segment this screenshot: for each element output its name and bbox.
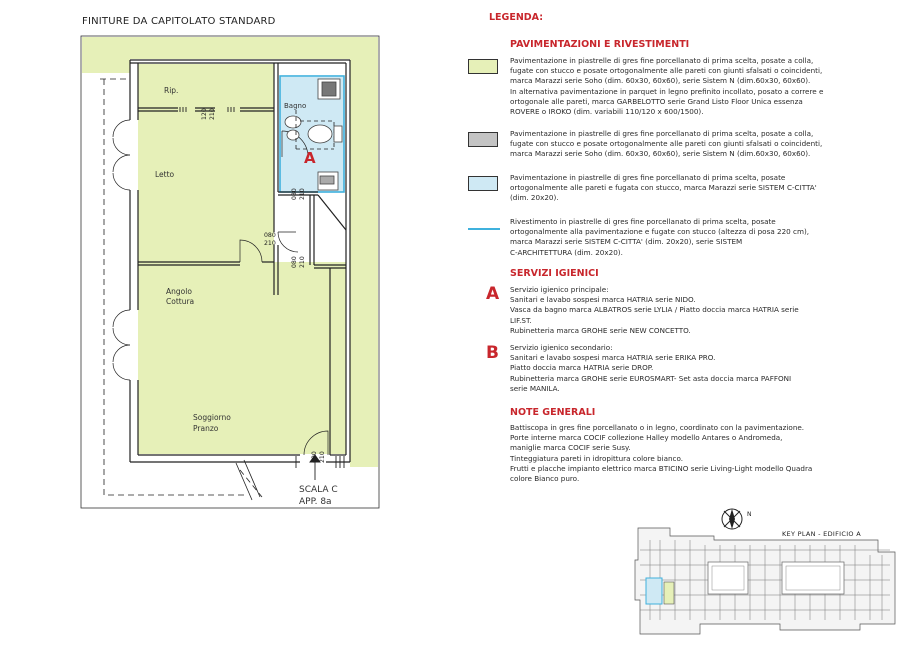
legend-line: Servizio igienico principale: xyxy=(510,285,609,294)
servizio-a-text xyxy=(510,285,799,336)
legend-line: marca Marazzi serie Soho (dim. 60x30, 60x60), serie Sistem N (dim.60x30, 60x60). xyxy=(510,76,811,86)
compass-icon xyxy=(722,509,742,529)
room-label-bagno: Bagno xyxy=(284,102,307,110)
legend-line: (dim. 20x20). xyxy=(510,193,559,203)
legend-line: marca Marazzi serie Soho (dim. 60x30, 60x60), serie Sistem N (dim.60x30, 60x60). xyxy=(510,149,811,159)
legend-line: maniglie marca COCIF serie Susy. xyxy=(510,443,631,453)
door-dim-height: 210 xyxy=(209,108,216,120)
legend-title: LEGENDA: xyxy=(489,12,543,23)
entrance-label-app: APP. 8a xyxy=(299,497,332,507)
legend-line: Battiscopa in gres fine porcellanato o in legno, coordinato con la pavimentazione. xyxy=(510,423,805,432)
legend-line: ROVERE o IROKO (dim. variabili 110/120 x 600/1500). xyxy=(510,107,704,117)
wall-tile-line-swatch xyxy=(468,228,500,230)
legend-item-blue xyxy=(510,173,817,204)
pavimentazioni-heading: PAVIMENTAZIONI E RIVESTIMENTI xyxy=(510,39,690,50)
legend-line: Pavimentazione in piastrelle di gres fine porcellanato di prima scelta, posate xyxy=(510,173,786,182)
legend-line: Rubinetteria marca GROHE serie EUROSMART- Set asta doccia marca PAFFONI xyxy=(510,373,792,383)
green-floor-swatch xyxy=(468,59,498,74)
note-text xyxy=(510,423,812,484)
door-dim-width: 080 xyxy=(291,256,298,268)
room-label-letto: Letto xyxy=(155,170,175,179)
legend-line: colore Bianco puro. xyxy=(510,474,580,484)
door-dim-height: 210 xyxy=(264,240,276,247)
blue-floor-swatch xyxy=(468,176,498,191)
room-label-rip: Rip. xyxy=(164,86,179,95)
legend-line: fugate con stucco e posate ortogonalmente alle pareti con giunti sfalsati o coincidenti, xyxy=(510,66,823,76)
door-dim-height: 210 xyxy=(319,451,326,463)
bath-marker-a: A xyxy=(304,149,316,167)
legend-line: fugate con stucco e posate ortogonalmente alle pareti con giunti sfalsati o coincidenti, xyxy=(510,139,823,149)
door-dim-width: 080 xyxy=(291,188,298,200)
legend-line: In alternativa pavimentazione in parquet in legno prefinito incollato, posato a correre e xyxy=(510,86,824,96)
legend-line: C-ARCHITETTURA (dim. 20x20). xyxy=(510,247,623,257)
legend-line: Pavimentazione in piastrelle di gres fine porcellanato di prima scelta, posate a colla, xyxy=(510,56,814,65)
door-dim-height: 210 xyxy=(299,188,306,200)
legend-line: ortogonalmente alle pareti e fugata con stucco, marca Marazzi serie SISTEM C-CITTA' xyxy=(510,183,817,193)
legend-line: ortogonalmente alla pavimentazione e fugate con stucco (altezza di posa 220 cm), xyxy=(510,227,810,237)
legend-line: Vasca da bagno marca ALBATROS serie LYLIA / Piatto doccia marca HATRIA serie xyxy=(510,305,799,315)
legend-line: ortogonale alle pareti, marca GARBELOTTO serie Grand Listo Floor Unica essenza xyxy=(510,96,803,106)
room-label-cottura: Cottura xyxy=(166,297,195,306)
door-dim-height: 210 xyxy=(299,256,306,268)
servizio-b-text xyxy=(510,343,791,394)
legend-line: Servizio igienico secondario: xyxy=(510,343,613,352)
legend-line: LIF.ST. xyxy=(510,315,532,325)
legend-item-green xyxy=(510,56,823,117)
room-label-pranzo: Pranzo xyxy=(193,424,219,433)
servizio-b-letter: B xyxy=(486,343,499,363)
door-dim-width: 120 xyxy=(201,108,208,120)
legend-line: marca Marazzi serie SISTEM C-CITTA' (dim. 20x20), serie SISTEM xyxy=(510,237,743,247)
servizi-heading: SERVIZI IGIENICI xyxy=(510,268,599,279)
servizio-a-letter: A xyxy=(486,284,500,304)
legend-line: Sanitari e lavabo sospesi marca HATRIA serie NIDO. xyxy=(510,295,696,305)
legend-line: Pavimentazione in piastrelle di gres fine porcellanato di prima scelta, posate a colla, xyxy=(510,129,814,138)
legend-line: Tinteggiatura pareti in idropittura colore bianco. xyxy=(510,453,684,463)
legend-item-wall-tile xyxy=(510,217,809,258)
entrance-label-scala: SCALA C xyxy=(299,485,338,495)
compass-letter: N xyxy=(747,511,752,518)
room-label-soggiorno: Soggiorno xyxy=(193,413,231,422)
legend-line: serie MANILA. xyxy=(510,383,560,393)
legend-line: Rivestimento in piastrelle di gres fine porcellanato di prima scelta, posate xyxy=(510,217,776,226)
grey-floor-swatch xyxy=(468,132,498,147)
key-plan xyxy=(620,500,900,650)
key-plan-label: KEY PLAN - EDIFICIO A xyxy=(782,530,861,538)
legend-line: Piatto doccia marca HATRIA serie DROP. xyxy=(510,363,654,373)
letto-floor xyxy=(138,64,274,262)
legend-line: Sanitari e lavabo sospesi marca HATRIA serie ERIKA PRO. xyxy=(510,353,716,363)
note-heading: NOTE GENERALI xyxy=(510,407,596,418)
legend-line: Rubinetteria marca GROHE serie NEW CONCETTO. xyxy=(510,325,691,335)
legend-line: Frutti e placche impianto elettrico marca BTICINO serie Living-Light modello Quadra xyxy=(510,463,813,473)
door-dim-width: 090 xyxy=(311,451,318,463)
legend-line: Porte interne marca COCIF collezione Halley modello Antares o Andromeda, xyxy=(510,433,783,443)
door-dim-width: 080 xyxy=(264,232,276,239)
room-label-angolo: Angolo xyxy=(166,287,192,296)
legend-item-grey xyxy=(510,129,822,160)
sheet-title: FINITURE DA CAPITOLATO STANDARD xyxy=(82,16,276,27)
